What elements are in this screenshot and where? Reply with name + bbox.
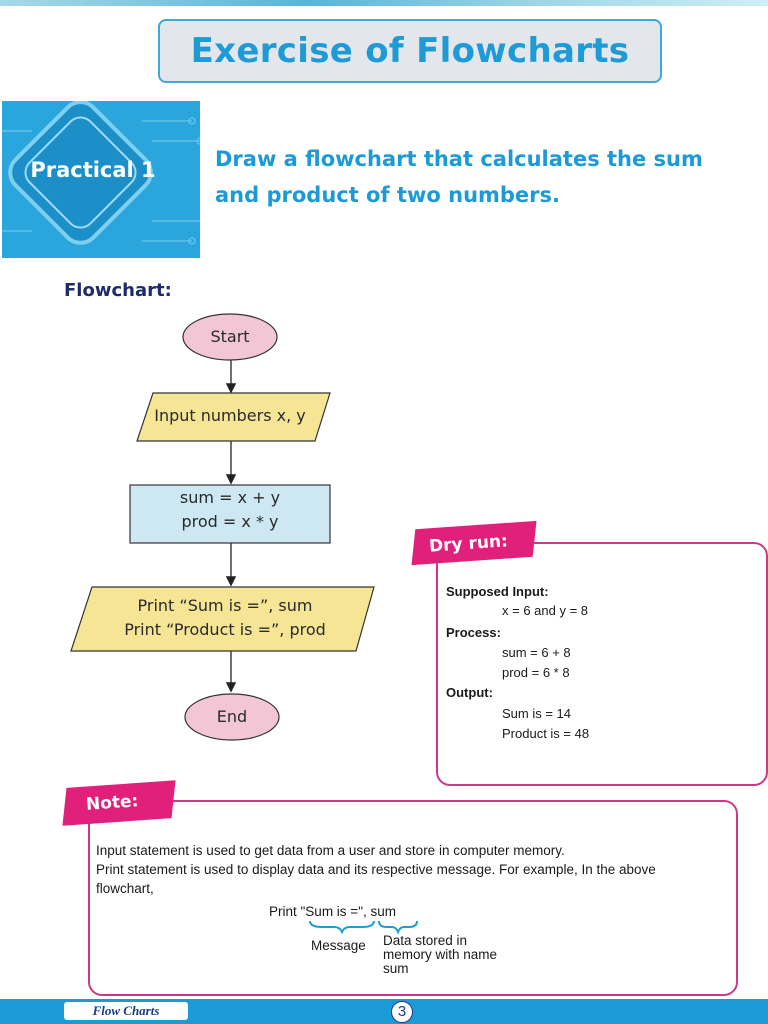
dry-run-box — [436, 542, 768, 786]
practical-label: Practical 1 — [30, 158, 156, 182]
note-data-label-line2: memory with name — [383, 947, 498, 962]
dry-run-input-value: x = 6 and y = 8 — [502, 603, 589, 618]
dry-run-process-line2: prod = 6 * 8 — [502, 665, 570, 680]
note-data-label-line3: sum — [383, 961, 409, 976]
dry-run-input-label: Supposed Input: — [446, 584, 549, 599]
dry-run-process-label: Process: — [446, 625, 501, 640]
footer-section-box — [64, 1002, 188, 1020]
flowchart-heading: Flowchart: — [64, 280, 172, 301]
input-label: Input numbers x, y — [154, 406, 306, 425]
note-data-label-line1: Data stored in — [383, 933, 468, 948]
dry-run-output-line2: Product is = 48 — [502, 726, 590, 741]
top-decorative-strip — [0, 0, 768, 6]
message-brace-icon — [310, 921, 374, 932]
dry-run-tab-label: Dry run: — [428, 531, 509, 557]
note-data-label — [383, 934, 497, 976]
page-title: Exercise of Flowcharts — [190, 31, 630, 71]
practical-description-line1: Draw a flowchart that calculates the sum — [215, 147, 703, 171]
process-line2: prod = x * y — [181, 512, 279, 531]
footer-section-label: Flow Charts — [92, 1003, 160, 1018]
note-tab-label: Note: — [85, 791, 140, 815]
start-label: Start — [210, 327, 250, 346]
end-label: End — [216, 707, 248, 726]
dry-run-output-label: Output: — [446, 685, 493, 700]
note-line3: flowchart, — [96, 881, 154, 896]
note-message-label: Message — [311, 938, 366, 953]
process-line1: sum = x + y — [179, 488, 281, 507]
dry-run-output-line1: Sum is = 14 — [502, 706, 572, 721]
note-line1: Input statement is used to get data from a user and store in computer memory. — [96, 843, 565, 858]
dry-run-process-line1: sum = 6 + 8 — [502, 645, 571, 660]
page-title-box — [158, 19, 662, 83]
output-line1: Print “Sum is =”, sum — [137, 596, 313, 615]
note-line2: Print statement is used to display data and its respective message. For example, In the above — [96, 862, 656, 877]
note-example-statement: Print "Sum is =", sum — [269, 904, 396, 919]
output-line2: Print “Product is =”, prod — [124, 620, 326, 639]
practical-description — [215, 141, 735, 213]
page-number: 3 — [391, 1001, 413, 1023]
data-brace-icon — [379, 921, 417, 932]
practical-description-line2: and product of two numbers. — [215, 183, 561, 207]
